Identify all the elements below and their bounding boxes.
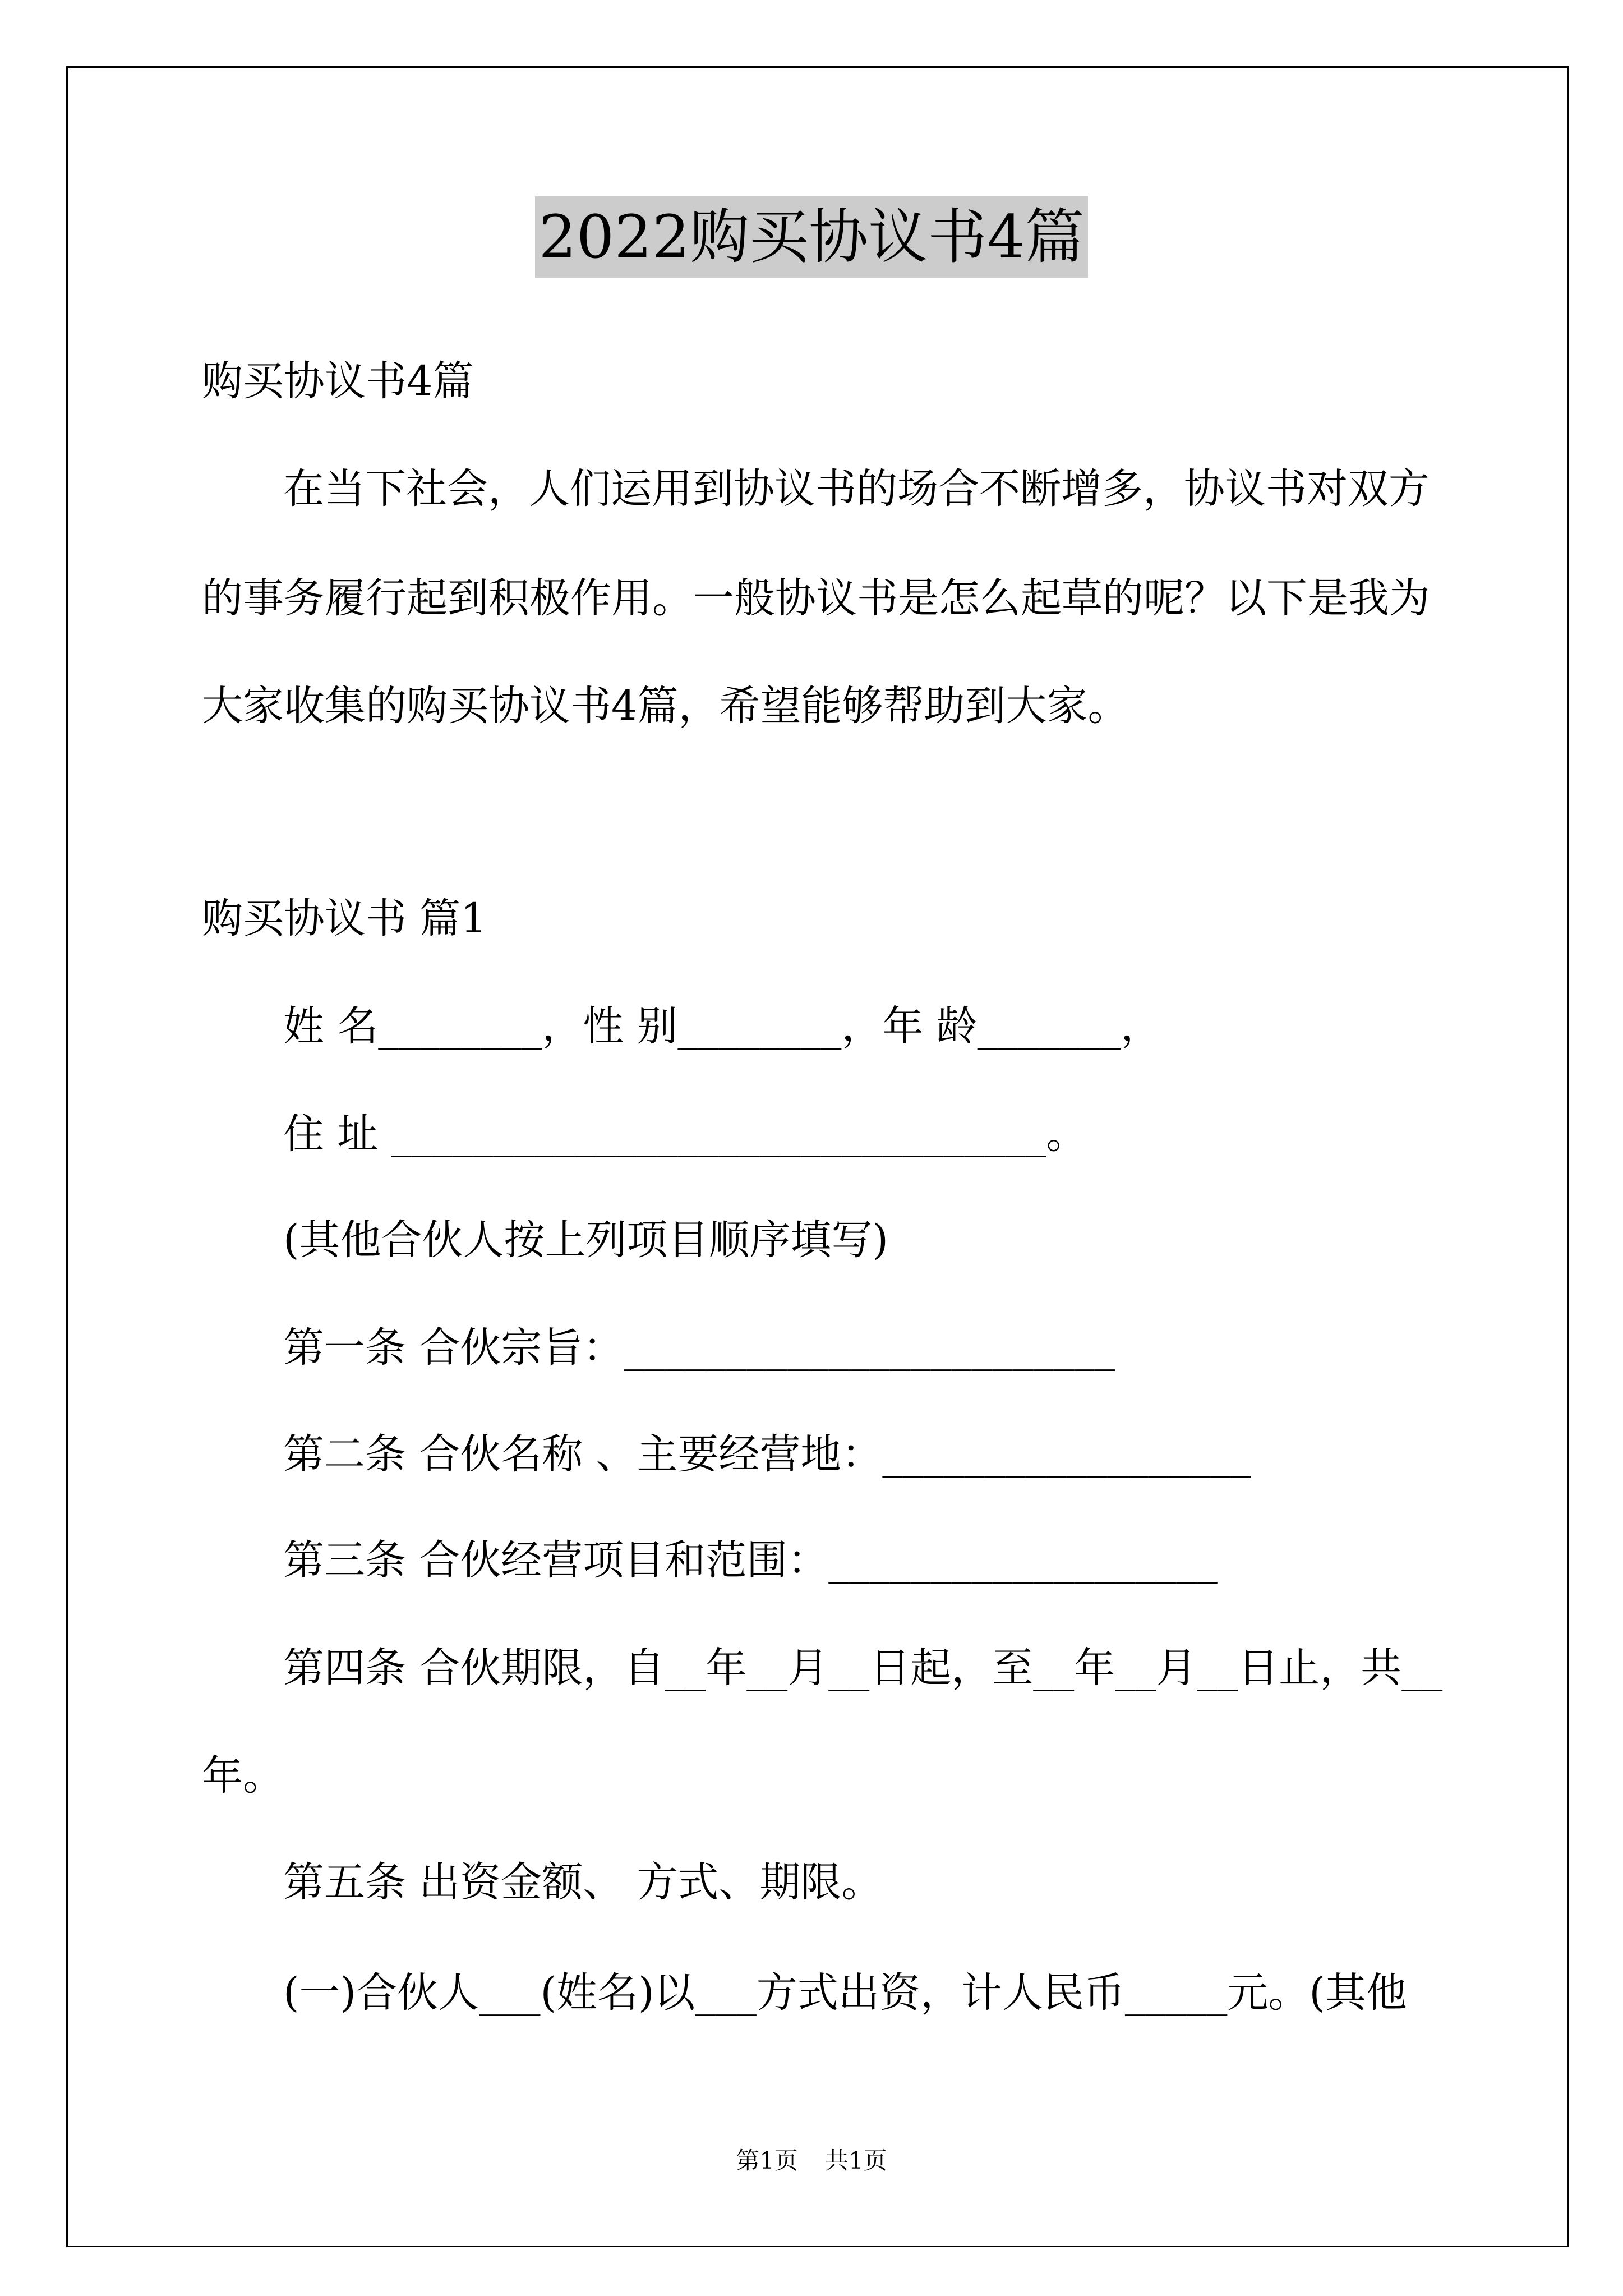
party-fields-line: 姓 名________，性 别________，年 龄_______， [283,1002,1162,1050]
page-number-current: 第1页 [736,2147,798,2174]
subtitle: 购买协议书4篇 [202,357,474,405]
clause-2: 第二条 合伙名称 、主要经营地：__________________ [283,1430,1251,1478]
clause-5-item-1: (一)合伙人___(姓名)以___方式出资，计人民币_____元。(其他 [283,1969,1407,2017]
intro-line: 大家收集的购买协议书4篇，希望能够帮助到大家。 [202,682,1129,730]
section-heading: 购买协议书 篇1 [202,895,487,942]
clause-4: 第四条 合伙期限，自__年__月__日起，至__年__月__日止，共__ [283,1644,1443,1692]
clause-5: 第五条 出资金额、 方式、期限。 [283,1858,883,1906]
intro-line: 的事务履行起到积极作用。一般协议书是怎么起草的呢？以下是我为 [202,574,1430,622]
intro-line: 在当下社会，人们运用到协议书的场合不断增多，协议书对双方 [283,465,1430,513]
title-container [0,196,1623,278]
document-title: 2022购买协议书4篇 [535,196,1087,278]
clause-3: 第三条 合伙经营项目和范围：___________________ [283,1536,1218,1584]
fill-note: (其他合伙人按上列项目顺序填写) [283,1216,888,1264]
clause-1: 第一条 合伙宗旨：________________________ [283,1324,1115,1372]
page-footer [0,2148,1623,2174]
address-field-line: 住 址 ________________________________。 [283,1110,1087,1158]
page-number-total: 共1页 [825,2147,887,2174]
clause-4-continuation: 年。 [202,1752,284,1800]
